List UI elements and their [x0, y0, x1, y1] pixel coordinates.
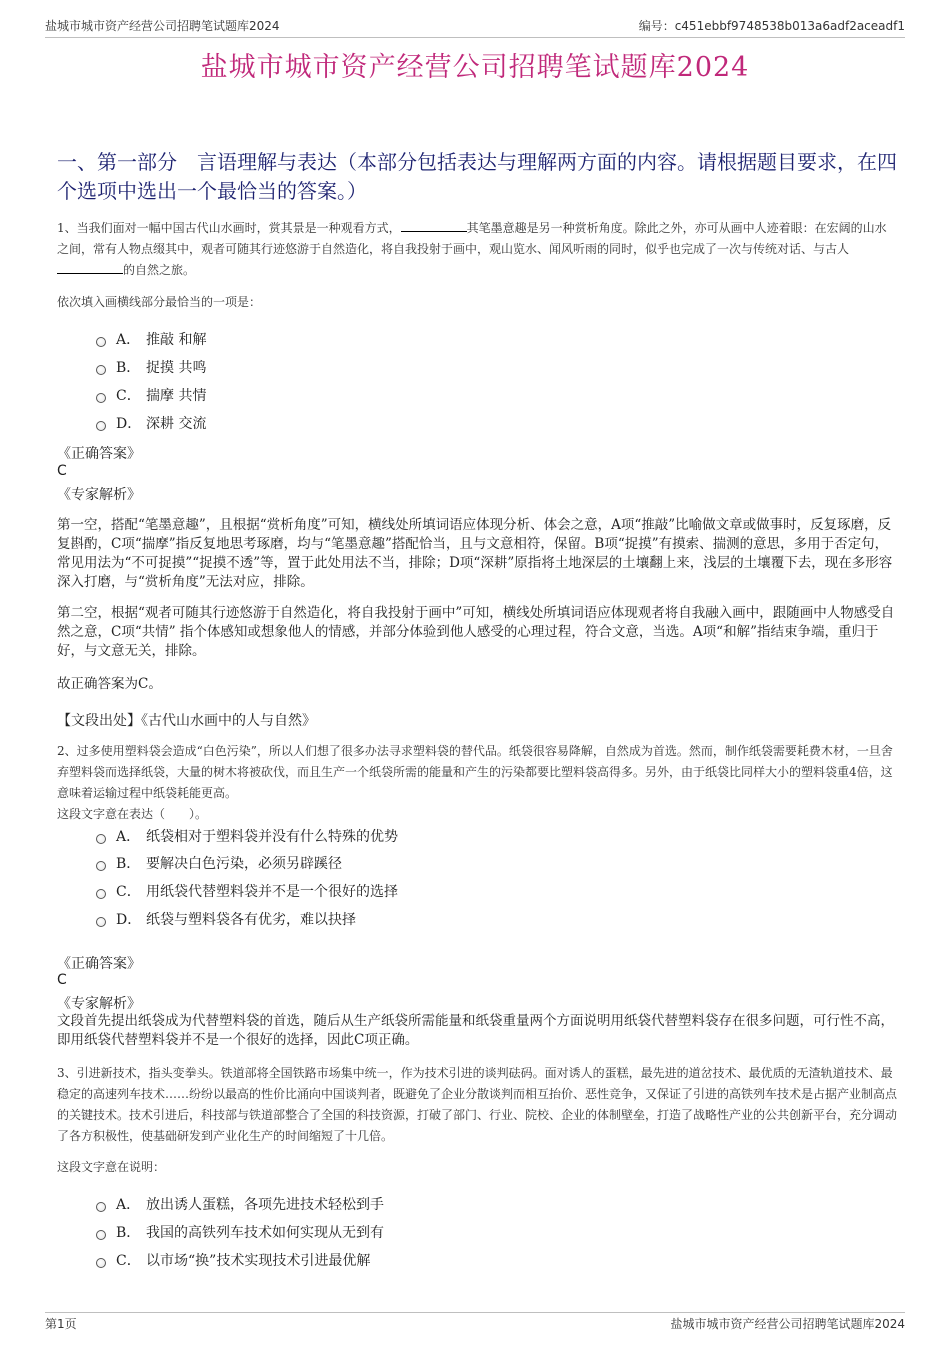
- header-doc-title: 盐城市城市资产经营公司招聘笔试题库2024: [45, 19, 280, 33]
- q2-option-a[interactable]: [96, 825, 398, 847]
- radio-icon[interactable]: [96, 889, 106, 899]
- q3-prompt-text: 这段文字意在说明：: [57, 1160, 166, 1174]
- radio-icon[interactable]: [96, 1258, 106, 1268]
- option-letter: D．: [116, 912, 142, 928]
- q2-option-b[interactable]: [96, 852, 342, 874]
- footer-doc-title: 盐城市城市资产经营公司招聘笔试题库2024: [670, 1317, 905, 1331]
- q1-analysis-para-2: [57, 604, 897, 661]
- question-1-prompt: [57, 292, 897, 313]
- header-doc-id: 编号：c451ebbf9748538b013a6adf2aceadf1: [638, 19, 905, 33]
- q1-prompt-text: 依次填入画横线部分最恰当的一项是：: [57, 295, 262, 309]
- question-1-text: [57, 218, 897, 281]
- option-text: 推敲 和解: [146, 332, 207, 348]
- analysis-paragraph: 第二空，根据“观者可随其行迹悠游于自然造化，将自我投射于画中”可知，横线处所填词语应体现观者将自我融入画中，跟随画中人物感受自然之意，C项“共情” 指个体感知或想象他人的情感，并部分体验到他人感受的心理过程，符合文意，当选。A项“和解”指结束争端，重归于好，与文意无关，排除。: [57, 605, 895, 659]
- fill-blank-2: [57, 261, 123, 274]
- option-text: 用纸袋代替塑料袋并不是一个很好的选择: [146, 884, 398, 900]
- q2-option-d[interactable]: [96, 908, 356, 930]
- option-letter: D．: [116, 416, 142, 432]
- q1-text-part-a: 1、当我们面对一幅中国古代山水画时，赏其景是一种观看方式，: [57, 221, 401, 235]
- q2-answer: C: [57, 972, 67, 988]
- option-letter: A．: [116, 332, 141, 348]
- radio-icon[interactable]: [96, 861, 106, 871]
- q1-analysis-para-3: [57, 675, 897, 694]
- q1-option-d[interactable]: [96, 412, 206, 434]
- q3-option-c[interactable]: [96, 1249, 370, 1271]
- q2-analysis-para: [57, 1012, 897, 1050]
- q1-option-a[interactable]: [96, 328, 206, 350]
- option-text: 揣摩 共情: [146, 388, 207, 404]
- option-text: 捉摸 共鸣: [146, 360, 207, 376]
- q1-answer-label: 《正确答案》: [57, 446, 141, 462]
- q1-option-c[interactable]: [96, 384, 206, 406]
- radio-icon[interactable]: [96, 337, 106, 347]
- page-header: [45, 12, 905, 38]
- q3-text: 3、引进新技术，指头变拳头。铁道部将全国铁路市场集中统一，作为技术引进的谈判砝码。面对诱人的蛋糕，最先进的道岔技术、最优质的无渣轨道技术、最稳定的高速列车技术……纷纷以最高的性价比涌向中国谈判者，既避免了企业分散谈判而相互抬价、恶性竞争，又保证了引进的高铁列车技术是占据产业制高点的关键技术。技术引进后，科技部与铁道部整合了全国的科技资源，打破了部门、行业、院校、企业的体制壁垒，打造了战略性产业的公共创新平台，充分调动了各方积极性，使基础研发到产业化生产的时间缩短了十几倍。: [57, 1066, 898, 1143]
- radio-icon[interactable]: [96, 917, 106, 927]
- radio-icon[interactable]: [96, 393, 106, 403]
- q2-option-c[interactable]: [96, 880, 398, 902]
- option-letter: B．: [116, 360, 141, 376]
- q1-text-part-c: 的自然之旅。: [123, 263, 196, 277]
- option-text: 要解决白色污染，必须另辟蹊径: [146, 856, 342, 872]
- page-number: 第1页: [45, 1317, 77, 1331]
- radio-icon[interactable]: [96, 421, 106, 431]
- q1-analysis-para-1: [57, 516, 897, 592]
- analysis-paragraph: 文段首先提出纸袋成为代替塑料袋的首选，随后从生产纸袋所需能量和纸袋重量两个方面说明用纸袋代替塑料袋存在很多问题，可行性不高，即用纸袋代替塑料袋并不是一个很好的选择，因此C项正确。: [57, 1013, 894, 1048]
- page-footer: [45, 1312, 905, 1337]
- q1-option-b[interactable]: [96, 356, 206, 378]
- page-title: 盐城市城市资产经营公司招聘笔试题库2024: [200, 52, 750, 83]
- option-letter: A．: [116, 829, 141, 845]
- q1-text-part-b: 其笔墨意趣是另一种赏析角度。除此之外，亦可从画中人迹着眼：在宏阔的山水之间，常有人物点缀其中，观者可随其行迹悠游于自然造化，将自我投射于画中，观山览水、闻风听雨的同时，似乎也完成了一次与传统对话、与古人: [57, 221, 887, 256]
- option-text: 我国的高铁列车技术如何实现从无到有: [146, 1225, 384, 1241]
- q2-answer-label: 《正确答案》: [57, 956, 141, 972]
- option-text: 以市场“换”技术实现技术引进最优解: [146, 1253, 371, 1269]
- q1-analysis-label: 《专家解析》: [57, 487, 141, 503]
- radio-icon[interactable]: [96, 834, 106, 844]
- q1-source: 【文段出处】《古代山水画中的人与自然》: [57, 713, 316, 729]
- option-letter: B．: [116, 1225, 141, 1241]
- option-letter: C．: [116, 1253, 141, 1269]
- option-letter: C．: [116, 388, 141, 404]
- radio-icon[interactable]: [96, 1202, 106, 1212]
- option-text: 放出诱人蛋糕，各项先进技术轻松到手: [146, 1197, 384, 1213]
- option-letter: B．: [116, 856, 141, 872]
- section-title: 一、第一部分 言语理解与表达（本部分包括表达与理解两方面的内容。请根据题目要求，在四个选项中选出一个最恰当的答案。）: [57, 150, 897, 203]
- question-3-text: [57, 1063, 897, 1147]
- q3-option-a[interactable]: [96, 1193, 384, 1215]
- question-2-prompt: [57, 804, 897, 825]
- q2-text: 2、过多使用塑料袋会造成“白色污染”，所以人们想了很多办法寻求塑料袋的替代品。纸袋很容易降解，自然成为首选。然而，制作纸袋需要耗费木材，一旦舍弃塑料袋而选择纸袋，大量的树木将被砍伐，而且生产一个纸袋所需的能量和产生的污染都要比塑料袋高得多。另外，由于纸袋比同样大小的塑料袋重4倍，这意味着运输过程中纸袋耗能更高。: [57, 744, 893, 800]
- q2-prompt-text: 这段文字意在表达（ ）。: [57, 807, 208, 821]
- radio-icon[interactable]: [96, 365, 106, 375]
- question-2-text: [57, 741, 897, 804]
- q2-analysis-label: 《专家解析》: [57, 996, 141, 1012]
- question-3-prompt: [57, 1157, 897, 1178]
- q1-answer: C: [57, 463, 67, 479]
- option-text: 纸袋与塑料袋各有优劣，难以抉择: [146, 912, 356, 928]
- option-text: 深耕 交流: [146, 416, 207, 432]
- option-letter: C．: [116, 884, 141, 900]
- analysis-paragraph: 第一空，搭配“笔墨意趣”，且根据“赏析角度”可知，横线处所填词语应体现分析、体会之意，A项“推敲”比喻做文章或做事时，反复琢磨，反复斟酌，C项“揣摩”指反复地思考琢磨，均与“笔墨意趣”搭配恰当，且与文意相符，保留。B项“捉摸”有摸索、揣测的意思，多用于否定句，常见用法为“不可捉摸”“捉摸不透”等，置于此处用法不当，排除；D项“深耕”原指将土地深层的土壤翻上来，浅层的土壤覆下去，现在多形容深入打磨，与“赏析角度”无法对应，排除。: [57, 517, 893, 590]
- radio-icon[interactable]: [96, 1230, 106, 1240]
- analysis-paragraph: 故正确答案为C。: [57, 676, 162, 692]
- option-text: 纸袋相对于塑料袋并没有什么特殊的优势: [146, 829, 398, 845]
- option-letter: A．: [116, 1197, 141, 1213]
- q3-option-b[interactable]: [96, 1221, 384, 1243]
- fill-blank-1: [401, 219, 467, 232]
